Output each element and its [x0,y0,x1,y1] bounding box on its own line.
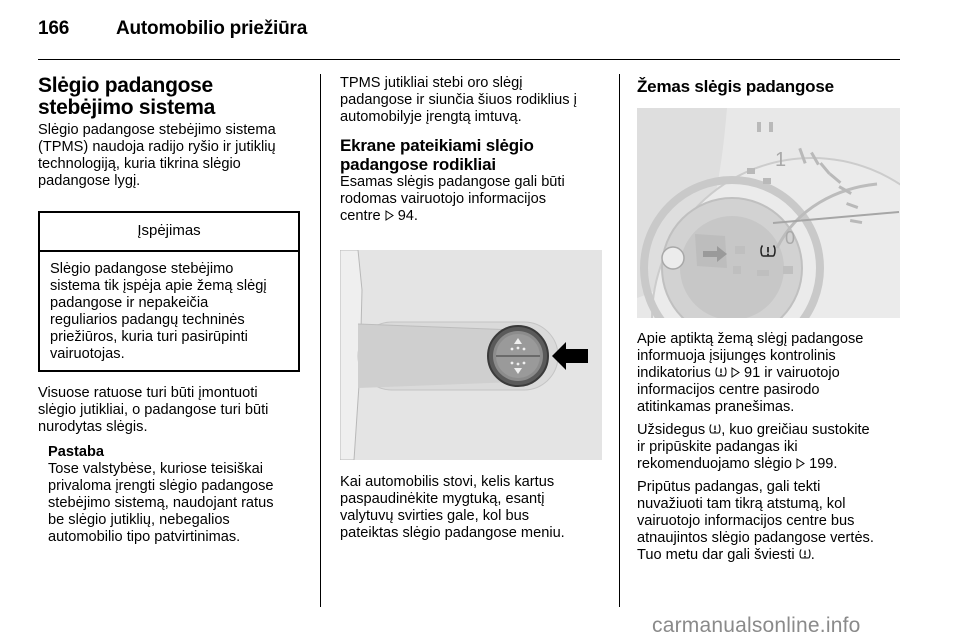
column-divider-1 [320,74,321,607]
tire-pressure-warning-icon [715,366,727,378]
dial-numeral-1: 1 [775,149,787,171]
column-2-lower [340,474,610,542]
note-title: Pastaba [48,444,104,460]
warning-title: Įspėjimas [137,222,201,239]
page-number: 166 [38,18,70,39]
tire-pressure-warning-icon [799,548,811,560]
tire-pressure-warning-icon [709,423,721,435]
sensors-intro: TPMS jutikliai stebi oro slėgį padangose ir siunčia šiuos rodiklius į automobilyje įrengtą imtuvą. [340,75,577,125]
page-reference-arrow-icon [796,458,805,469]
column-1 [38,75,308,190]
low-pressure-paragraph-2: Užsidegus , kuo greičiau sustokite ir pripūskite padangas iki rekomenduojamo slėgio 199. [637,422,870,472]
page-reference-arrow-icon [731,367,740,378]
column-divider-2 [619,74,620,607]
column-2 [340,75,610,225]
page-reference-94[interactable]: 94. [397,208,418,224]
page-reference-91[interactable]: 91 ir vairuotojo [744,365,840,381]
column-1-lower [38,385,310,546]
low-pressure-paragraph-3: Pripūtus padangas, gali tekti nuvažiuoti tam tikrą atstumą, kol vairuotojo informacijos centre bus atnaujintos slėgio padangose vertės. Tuo metu dar gali šviesti . [637,479,874,563]
page-header [38,18,307,40]
low-pressure-paragraph-1: Apie aptiktą žemą slėgį padangose informuoja įsijungęs kontrolinis indikatorius 91 ir vairuotojo informacijos centre pasirodo atitinkamas pranešimas. [637,331,864,415]
stalk-button-paragraph: Kai automobilis stovi, kelis kartus paspaudinėkite mygtuką, esantį valytuvų svirties gale, kol bus pateiktas slėgio padangose meniu. [340,474,565,541]
dial-numeral-0: 0 [785,228,796,248]
page-reference-199[interactable]: 199. [809,456,838,472]
section-heading-low-pressure: Žemas slėgis padangose [637,77,834,96]
warning-box [38,211,300,372]
note-text: Tose valstybėse, kuriose teisiškai privaloma įrengti slėgio padangose stebėjimo sistemą, naudojant ratus be slėgio jutiklių, nebegalios automobilio tipo patvirtinimas. [48,461,274,545]
tpms-intro: Slėgio padangose stebėjimo sistema (TPMS) naudoja radijo ryšio ir jutiklių technologiją, kuria tikrina slėgio padangose lygį. [38,122,276,189]
display-paragraph: Esamas slėgis padangose gali būti rodomas vairuotojo informacijos centre 94. [340,174,565,224]
section-heading-tpms: Slėgio padangose stebėjimo sistema [38,74,215,119]
warning-divider [40,250,298,252]
wiper-stalk-drawing [340,250,602,460]
instrument-cluster-drawing [637,108,900,318]
warning-text: Slėgio padangose stebėjimo sistema tik įspėja apie žemą slėgį padangose ir nepakeičia reguliarios padangų techninės priežiūros, kuria turi pasirūpinti vairuotojas. [50,261,267,362]
note-block [48,444,310,546]
sensors-paragraph: Visuose ratuose turi būti įmontuoti slėgio jutikliai, o padangose turi būti nurodytas slėgis. [38,385,269,435]
page-reference-arrow-icon [385,210,394,221]
chapter-title: Automobilio priežiūra [116,18,308,39]
watermark: carmanualsonline.info [652,614,861,637]
section-heading-display: Ekrane pateikiami slėgio padangose rodikliai [340,136,534,174]
column-3-text [637,331,901,564]
header-divider [38,59,900,60]
instrument-cluster-illustration [637,108,900,318]
wiper-stalk-illustration [340,250,602,460]
